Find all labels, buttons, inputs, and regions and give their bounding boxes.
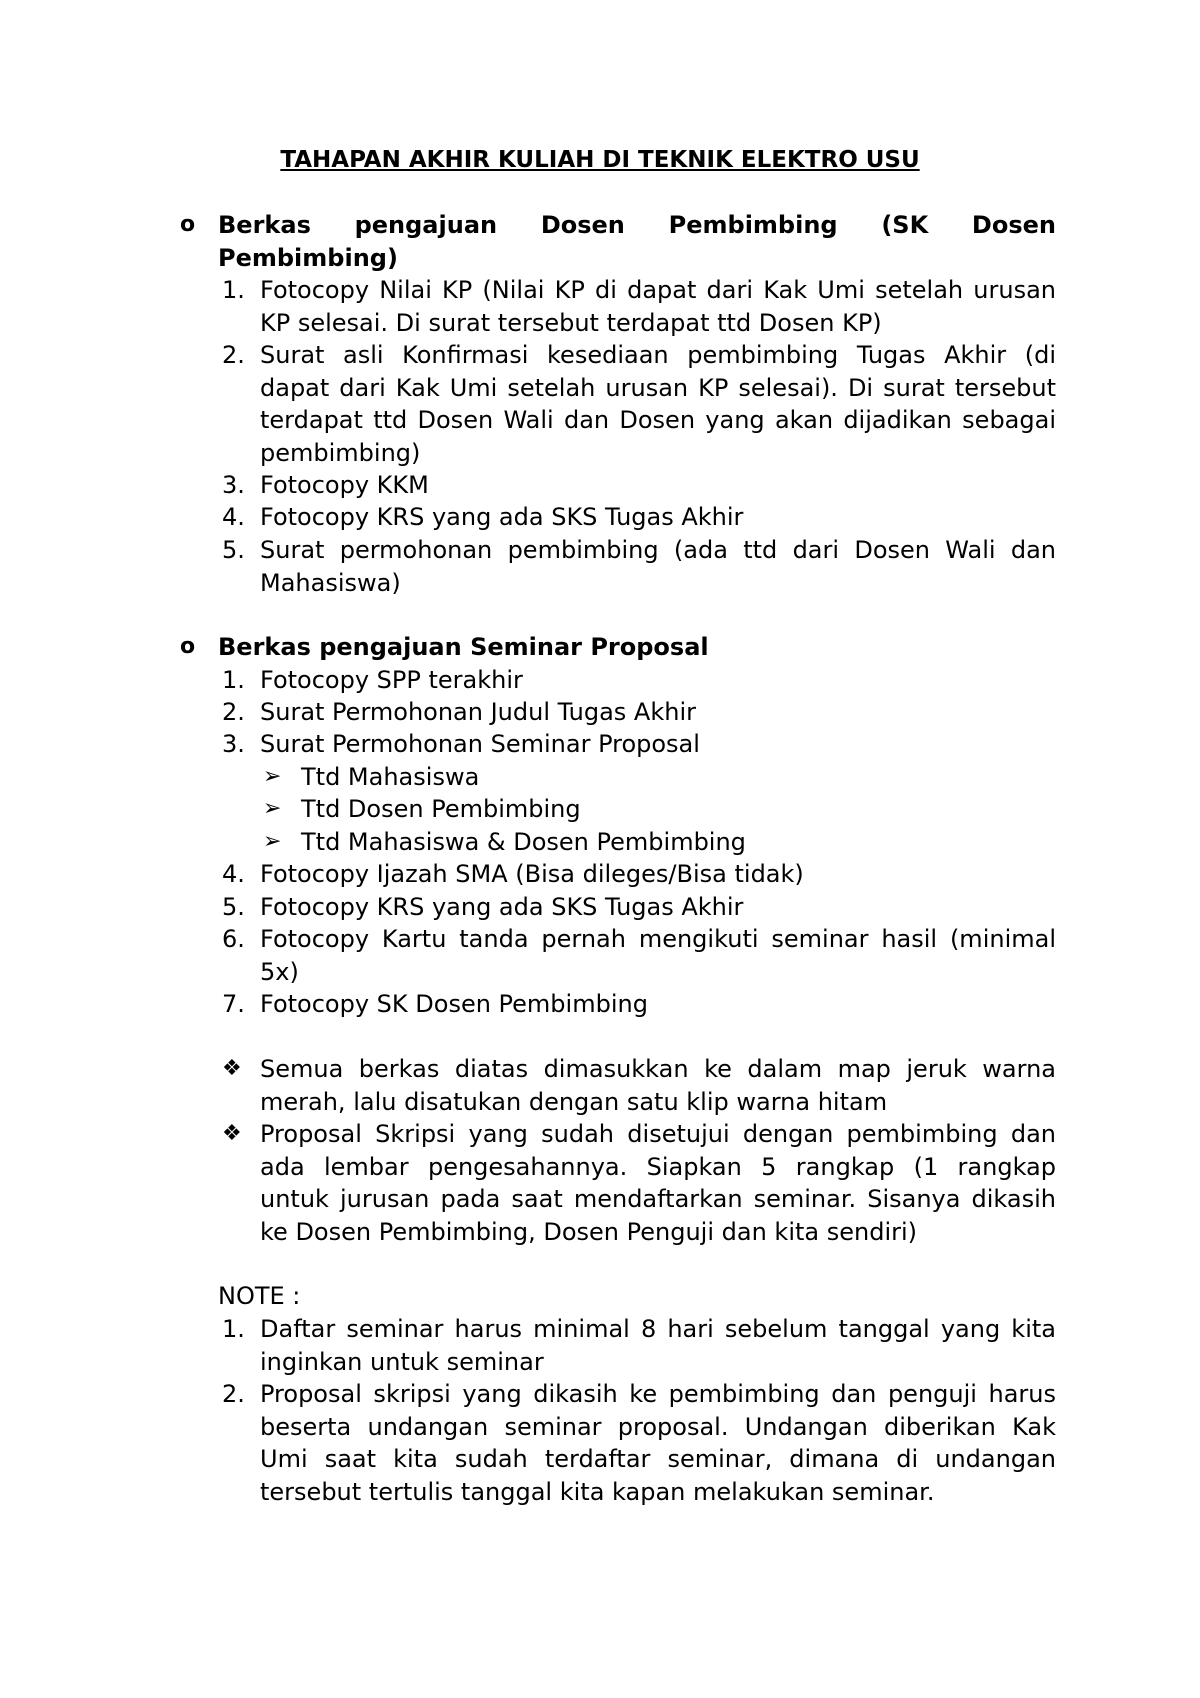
- arrowhead-bullet-icon: ➢: [263, 796, 282, 821]
- list-item-line: 5x): [260, 957, 299, 986]
- list-item-line: KP selesai. Di surat tersebut terdapat ttd Dosen KP): [260, 308, 882, 337]
- hollow-circle-bullet-icon: o: [180, 634, 196, 659]
- list-number: 5.: [222, 893, 245, 921]
- arrowhead-bullet-icon: ➢: [263, 829, 282, 854]
- list-number: 2.: [222, 1380, 245, 1408]
- diamond-note-line: merah, lalu disatukan dengan satu klip warna hitam: [260, 1087, 888, 1116]
- list-item-line: dapat dari Kak Umi setelah urusan KP selesai). Di surat tersebut: [260, 373, 1056, 402]
- diamond-note-line: ada lembar pengesahannya. Siapkan 5 rangkap (1 rangkap: [260, 1152, 1056, 1181]
- sub-list-item-line: Ttd Mahasiswa & Dosen Pembimbing: [301, 828, 746, 856]
- diamond-note-line: ke Dosen Pembimbing, Dosen Penguji dan kita sendiri): [260, 1217, 918, 1246]
- hollow-circle-bullet-icon: o: [180, 212, 196, 237]
- note-label: NOTE :: [218, 1282, 301, 1310]
- list-number: 2.: [222, 341, 245, 369]
- list-item-line: Fotocopy SPP terakhir: [260, 666, 523, 694]
- section-heading-line: Berkas pengajuan Dosen Pembimbing (SK Dosen: [218, 211, 1056, 239]
- note-item-line: Daftar seminar harus minimal 8 hari sebelum tanggal yang kita: [260, 1315, 1056, 1343]
- list-number: 2.: [222, 698, 245, 726]
- sub-list-item-line: Ttd Mahasiswa: [301, 763, 480, 791]
- list-item-line: Fotocopy SK Dosen Pembimbing: [260, 990, 648, 1018]
- note-item-line: beserta undangan seminar proposal. Undangan diberikan Kak: [260, 1412, 1056, 1441]
- document-title: TAHAPAN AKHIR KULIAH DI TEKNIK ELEKTRO USU: [280, 147, 920, 173]
- section-heading-line: Berkas pengajuan Seminar Proposal: [218, 633, 709, 661]
- list-number: 4.: [222, 860, 245, 888]
- list-item-line: Mahasiswa): [260, 568, 401, 597]
- list-item-line: Fotocopy Ijazah SMA (Bisa dileges/Bisa tidak): [260, 860, 804, 888]
- diamond-note-line: untuk jurusan pada saat mendaftarkan seminar. Sisanya dikasih: [260, 1185, 1056, 1213]
- list-item-line: Fotocopy KRS yang ada SKS Tugas Akhir: [260, 503, 744, 531]
- list-number: 1.: [222, 666, 245, 694]
- list-item-line: Surat Permohonan Judul Tugas Akhir: [260, 698, 696, 726]
- list-item-line: Surat asli Konfirmasi kesediaan pembimbing Tugas Akhir (di: [260, 341, 1056, 369]
- list-number: 3.: [222, 471, 245, 499]
- list-number: 6.: [222, 925, 245, 953]
- list-number: 4.: [222, 503, 245, 531]
- diamond-note-line: Proposal Skripsi yang sudah disetujui dengan pembimbing dan: [260, 1120, 1056, 1148]
- diamond-bullet-icon: ❖: [222, 1056, 242, 1081]
- list-item-line: Fotocopy Kartu tanda pernah mengikuti seminar hasil (minimal: [260, 925, 1056, 953]
- list-number: 5.: [222, 536, 245, 564]
- list-number: 1.: [222, 276, 245, 304]
- diamond-note-line: Semua berkas diatas dimasukkan ke dalam map jeruk warna: [260, 1055, 1056, 1083]
- list-item-line: Surat Permohonan Seminar Proposal: [260, 730, 700, 758]
- list-item-line: terdapat ttd Dosen Wali dan Dosen yang akan dijadikan sebagai: [260, 406, 1056, 434]
- note-item-line: inginkan untuk seminar: [260, 1347, 544, 1376]
- list-item-line: Fotocopy KKM: [260, 471, 429, 499]
- sub-list-item-line: Ttd Dosen Pembimbing: [301, 795, 581, 823]
- section-heading-line: Pembimbing): [218, 243, 398, 272]
- list-number: 7.: [222, 990, 245, 1018]
- diamond-bullet-icon: ❖: [222, 1121, 242, 1146]
- list-number: 1.: [222, 1315, 245, 1343]
- list-number: 3.: [222, 730, 245, 758]
- note-item-line: Proposal skripsi yang dikasih ke pembimbing dan penguji harus: [260, 1380, 1056, 1408]
- list-item-line: pembimbing): [260, 438, 421, 467]
- list-item-line: Surat permohonan pembimbing (ada ttd dari Dosen Wali dan: [260, 536, 1056, 564]
- note-item-line: Umi saat kita sudah terdaftar seminar, dimana di undangan: [260, 1445, 1056, 1473]
- list-item-line: Fotocopy Nilai KP (Nilai KP di dapat dari Kak Umi setelah urusan: [260, 276, 1056, 304]
- arrowhead-bullet-icon: ➢: [263, 764, 282, 789]
- list-item-line: Fotocopy KRS yang ada SKS Tugas Akhir: [260, 893, 744, 921]
- note-item-line: tersebut tertulis tanggal kita kapan melakukan seminar.: [260, 1477, 935, 1506]
